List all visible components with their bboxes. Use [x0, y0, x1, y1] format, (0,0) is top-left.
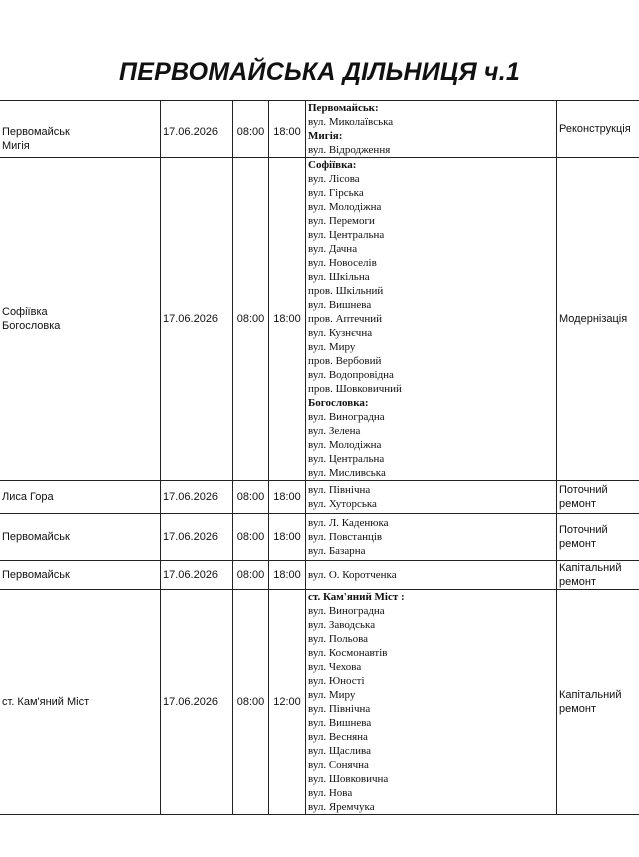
date-cell: 17.06.2026	[161, 561, 233, 590]
table-row	[0, 481, 639, 514]
settlement-name: ст. Кам'яний Міст	[2, 696, 90, 708]
street-name: вул. Відродження	[308, 144, 391, 156]
work-type-cell	[557, 590, 639, 815]
streets-cell	[306, 481, 557, 514]
work-type-cell	[557, 561, 639, 590]
start-time-cell: 08:00	[233, 101, 269, 158]
street-name: вул. Мисливська	[308, 467, 386, 479]
locality-heading: Софіївка:	[308, 159, 357, 171]
settlement-cell	[0, 101, 161, 158]
street-name: вул. Заводська	[308, 619, 376, 631]
end-time-cell: 18:00	[269, 481, 306, 514]
table-row	[0, 158, 639, 481]
outage-schedule-table	[0, 100, 639, 815]
end-time-cell: 18:00	[269, 514, 306, 561]
start-time-cell: 08:00	[233, 590, 269, 815]
streets-cell	[306, 514, 557, 561]
date-cell: 17.06.2026	[161, 481, 233, 514]
date-cell: 17.06.2026	[161, 101, 233, 158]
street-name: вул. Л. Каденюка	[308, 517, 389, 529]
street-name: вул. Сонячна	[308, 759, 369, 771]
settlement-name: Лиса Гора	[2, 491, 54, 503]
work-type-label: Модернізація	[559, 313, 628, 325]
work-type-label: Капітальний	[559, 689, 622, 701]
street-name: пров. Вербовий	[308, 355, 382, 367]
street-name: вул. Нова	[308, 787, 353, 799]
streets-cell	[306, 158, 557, 481]
street-name: вул. Базарна	[308, 545, 366, 557]
streets-cell	[306, 101, 557, 158]
locality-heading: ст. Кам'яний Міст :	[308, 591, 405, 603]
work-type-label: Поточний	[559, 524, 608, 536]
street-name: вул. Зелена	[308, 425, 361, 437]
street-name: вул. Яремчука	[308, 801, 375, 813]
street-name: вул. Молодіжна	[308, 201, 382, 213]
street-name: пров. Шкільний	[308, 285, 384, 297]
table-row	[0, 561, 639, 590]
street-name: вул. Юності	[308, 675, 365, 687]
street-name: вул. Лісова	[308, 173, 360, 185]
street-name: вул. Повстанців	[308, 531, 383, 543]
street-name: вул. Виноградна	[308, 605, 385, 617]
work-type-cell	[557, 158, 639, 481]
settlement-name: Мигія	[2, 140, 30, 152]
work-type-cell	[557, 101, 639, 158]
page-title: ПЕРВОМАЙСЬКА ДІЛЬНИЦЯ ч.1	[119, 58, 520, 86]
street-name: вул. Центральна	[308, 229, 385, 241]
locality-heading: Мигія:	[308, 130, 343, 142]
work-type-cell	[557, 481, 639, 514]
settlement-cell	[0, 481, 161, 514]
street-name: вул. Новоселів	[308, 257, 377, 269]
street-name: вул. Північна	[308, 703, 371, 715]
streets-cell	[306, 561, 557, 590]
street-name: вул. Шовковична	[308, 773, 389, 785]
settlement-name: Богословка	[2, 320, 61, 332]
end-time-cell: 18:00	[269, 561, 306, 590]
work-type-label: ремонт	[559, 538, 597, 550]
work-type-label: Капітальний	[559, 562, 622, 574]
street-name: вул. Кузнєчна	[308, 327, 373, 339]
settlement-cell	[0, 158, 161, 481]
settlement-name: Первомайськ	[2, 531, 70, 543]
street-name: вул. Миру	[308, 341, 356, 353]
street-name: вул. Миру	[308, 689, 356, 701]
street-name: вул. О. Коротченка	[308, 569, 397, 581]
street-name: вул. Північна	[308, 484, 371, 496]
street-name: вул. Вишнева	[308, 299, 372, 311]
street-name: вул. Щаслива	[308, 745, 371, 757]
work-type-cell	[557, 514, 639, 561]
street-name: пров. Аптечний	[308, 313, 383, 325]
street-name: вул. Хуторська	[308, 498, 377, 510]
settlement-cell	[0, 514, 161, 561]
schedule-body	[0, 101, 639, 815]
street-name: вул. Космонавтів	[308, 647, 388, 659]
end-time-cell: 18:00	[269, 158, 306, 481]
street-name: пров. Шовковичний	[308, 383, 402, 395]
start-time-cell: 08:00	[233, 514, 269, 561]
street-name: вул. Виноградна	[308, 411, 385, 423]
work-type-label: Реконструкція	[559, 123, 631, 135]
streets-cell	[306, 590, 557, 815]
settlement-name: Первомайськ	[2, 569, 70, 581]
start-time-cell: 08:00	[233, 158, 269, 481]
street-name: вул. Польова	[308, 633, 369, 645]
street-name: вул. Перемоги	[308, 215, 375, 227]
date-cell: 17.06.2026	[161, 158, 233, 481]
street-name: вул. Вишнева	[308, 717, 372, 729]
street-name: вул. Центральна	[308, 453, 385, 465]
locality-heading: Первомайськ:	[308, 102, 379, 114]
settlement-name: Первомайськ	[2, 126, 70, 138]
start-time-cell: 08:00	[233, 561, 269, 590]
street-name: вул. Водопровідна	[308, 369, 394, 381]
settlement-cell	[0, 561, 161, 590]
street-name: вул. Чехова	[308, 661, 362, 673]
end-time-cell: 12:00	[269, 590, 306, 815]
start-time-cell: 08:00	[233, 481, 269, 514]
street-name: вул. Молодіжна	[308, 439, 382, 451]
work-type-label: ремонт	[559, 703, 597, 715]
table-row	[0, 101, 639, 158]
street-name: вул. Весняна	[308, 731, 368, 743]
street-name: вул. Миколаївська	[308, 116, 394, 128]
street-name: вул. Дачна	[308, 243, 358, 255]
settlement-cell	[0, 590, 161, 815]
settlement-name: Софіївка	[2, 306, 48, 318]
table-row	[0, 590, 639, 815]
date-cell: 17.06.2026	[161, 514, 233, 561]
work-type-label: ремонт	[559, 498, 597, 510]
end-time-cell: 18:00	[269, 101, 306, 158]
date-cell: 17.06.2026	[161, 590, 233, 815]
street-name: вул. Шкільна	[308, 271, 370, 283]
locality-heading: Богословка:	[308, 397, 369, 409]
street-name: вул. Гірська	[308, 187, 364, 199]
work-type-label: ремонт	[559, 576, 597, 588]
work-type-label: Поточний	[559, 484, 608, 496]
table-row	[0, 514, 639, 561]
